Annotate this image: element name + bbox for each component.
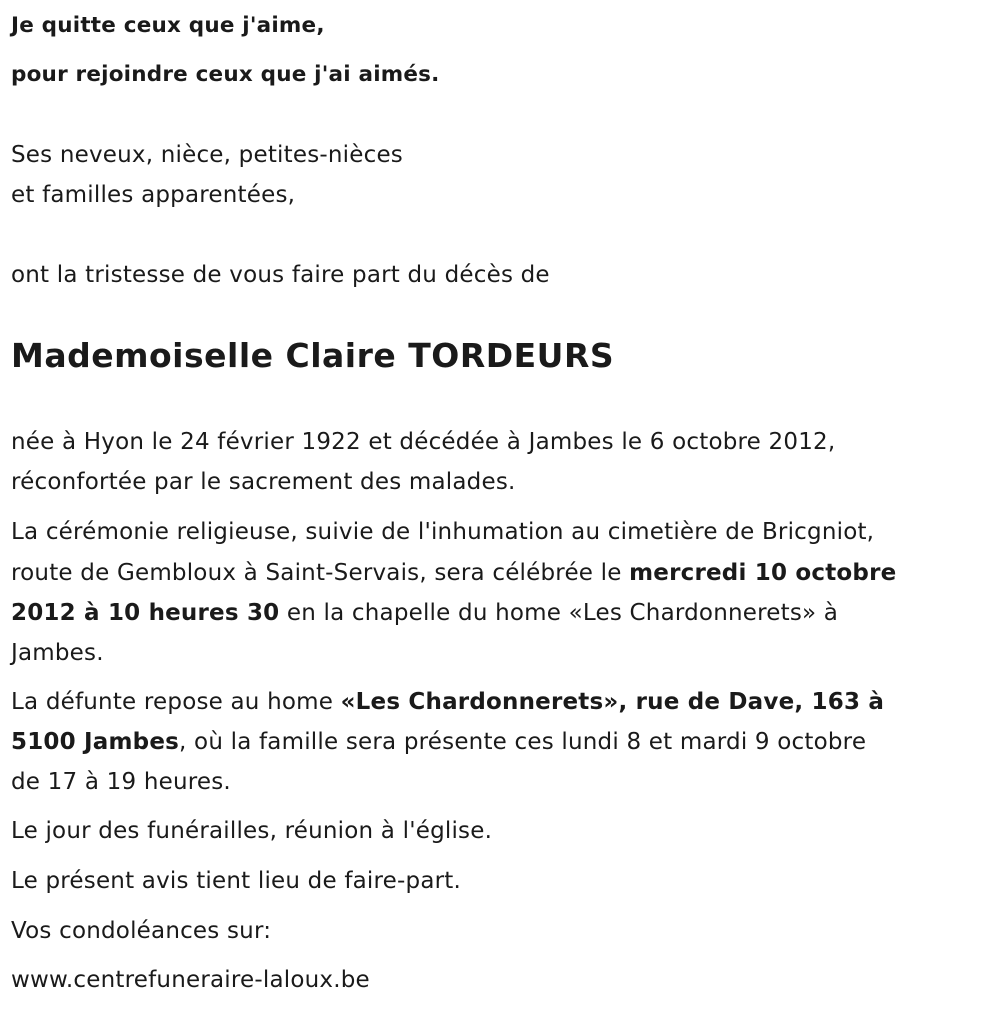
quote-line-2: pour rejoindre ceux que j'ai aimés. [11,62,440,87]
repose-text: La défunte repose au home [11,689,341,715]
announcement-text: ont la tristesse de vous faire part du décès de [11,262,550,288]
quote-line-1: Je quitte ceux que j'aime, [11,13,325,38]
condolences-label: Vos condoléances sur: [11,918,272,944]
family-line-2: et familles apparentées, [11,182,296,208]
repose-line-3: de 17 à 19 heures. [11,769,231,795]
repose-visit-text: , où la famille sera présente ces lundi 8 et mardi 9 octobre [179,729,867,755]
repose-line-2 [11,722,866,762]
notice-text: Le présent avis tient lieu de faire-part. [11,868,462,894]
ceremony-date: mercredi 10 octobre [629,560,897,586]
birth-death-line-2: réconfortée par le sacrement des malades. [11,469,516,495]
deceased-name: Mademoiselle Claire TORDEURS [11,336,615,375]
ceremony-line-3 [11,593,838,633]
repose-line-1 [11,682,884,722]
ceremony-time: 2012 à 10 heures 30 [11,600,280,626]
ceremony-place: en la chapelle du home «Les Chardonnerets» à [279,600,839,626]
ceremony-text: route de Gembloux à Saint-Servais, sera célébrée le [11,560,630,586]
funeral-day-text: Le jour des funérailles, réunion à l'église. [11,818,493,844]
birth-death-line-1: née à Hyon le 24 février 1922 et décédée à Jambes le 6 octobre 2012, [11,429,836,455]
repose-city: 5100 Jambes [11,729,180,755]
ceremony-line-1: La cérémonie religieuse, suivie de l'inhumation au cimetière de Bricgniot, [11,519,875,545]
ceremony-line-2 [11,553,896,593]
family-line-1: Ses neveux, nièce, petites-nièces [11,142,403,168]
repose-location: «Les Chardonnerets», rue de Dave, 163 à [340,689,885,715]
condolences-url: www.centrefuneraire-laloux.be [11,967,370,993]
ceremony-line-4: Jambes. [11,640,104,666]
